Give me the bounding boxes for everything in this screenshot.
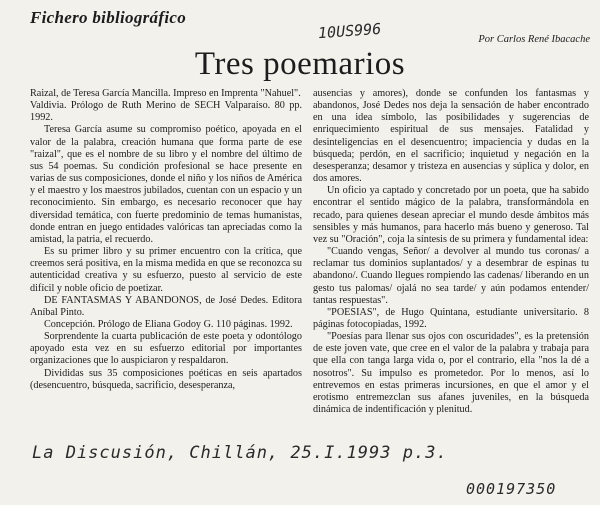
article-title: Tres poemarios bbox=[194, 46, 406, 82]
paragraph: Valdivia. Prólogo de Ruth Merino de SECH Valparaíso. 80 pp. 1992. bbox=[30, 100, 302, 124]
paragraph: "Poesías para llenar sus ojos con oscuridades", es la pretensión de este joven vate, que cree en el valor de la palabra y trabaja para que ella con tanga larga vida o, por el contrario, ella "nos la dé a nosotros". Su impulso es prometedor. Por lo menos, así lo entrevemos en estas primeras incursiones, en que el amor y el erotismo entremezclan sus afanes juveniles, en la búsqueda dinámica de indentificación y plenitud. bbox=[313, 331, 589, 416]
paragraph: Concepción. Prólogo de Eliana Godoy G. 110 páginas. 1992. bbox=[44, 318, 293, 330]
handwritten-catalog-number: 000197350 bbox=[466, 480, 557, 498]
paragraph: Es su primer libro y su primer encuentro con la crítica, que creemos será positiva, en la misma medida en que se reconozca su autenticidad creativa y su esfuerzo, puesto al servicio de este difícil y noble oficio de poetizar. bbox=[30, 246, 302, 294]
section-heading: Fichero bibliográfico bbox=[30, 8, 186, 27]
paragraph: Divididas sus 35 composiciones poéticas en seis apartados (desencuentro, búsqueda, sacrificio, desesperanza, bbox=[30, 367, 302, 391]
paragraph: DE FANTASMAS Y ABANDONOS, de José Dedes. Editora Aníbal Pinto. bbox=[30, 294, 302, 318]
paragraph: Sorprendente la cuarta publicación de este poeta y odontólogo apoyado esta vez en su esfuerzo editorial por importantes organizaciones que lo auspiciaron y respaldaron. bbox=[30, 331, 302, 367]
paragraph: Raizal, de Teresa García Mancilla. Impreso en Imprenta "Nahuel". bbox=[30, 88, 301, 99]
author-byline: Por Carlos René Ibacache bbox=[478, 34, 590, 45]
paragraph: Teresa García asume su compromiso poético, apoyada en el valor de la palabra, creación humana que forma parte de ese "raizal", que es el nombre de su libro y el nombre del último de sus 54 poemas. Su condición profesional se hace presente en varias de sus composiciones, donde el niño y los niños de América y el maestro y los maestros jubilados, cuentan con un espacio y un reconocimiento. Sin embargo, es necesario reconocer que hay diversidad temática, con fuerte predominio de temas humanistas, donde entran en juego entidades valóricas tan apreciadas como la amistad, la patria, el recuerdo. bbox=[30, 124, 302, 245]
handwritten-code: 10US996 bbox=[317, 19, 382, 43]
paragraph: "POESIAS", de Hugo Quintana, estudiante universitario. 8 páginas fotocopiadas, 1992. bbox=[313, 306, 589, 330]
right-column bbox=[313, 88, 589, 416]
paragraph: ausencias y amores), donde se confunden los fantasmas y abandonos, José Dedes nos deja la sensación de haber encontrado en una idea símbolo, las posibilidades y sugerencias de enriquecimiento espiritual de sus mensajes. Fatalidad y desinteligencias en el desencuentro; impaciencia y dudas en la búsqueda; perdón, en el sacrificio; inquietud y negación en la desesperanza; desamor y tristeza en ausencias y súplica y dolor, en dos amores. bbox=[313, 88, 589, 185]
paragraph: Un oficio ya captado y concretado por un poeta, que ha sabido encontrar el sentido mágico de la palabra, transformándola en recado, para quienes desean apreciar el mundo desde ámbitos más sensibles y más humanos, para hacerlo más bueno y generoso. Tal vez su "Oración", coja la síntesis de su primera y fundamental idea: bbox=[313, 185, 589, 245]
paragraph: "Cuando vengas, Señor/ a devolver al mundo tus coronas/ a reclamar tus dominios suplantados/ y a desembrar de espinas tu abandono/. Cuando llegues rompiendo las cadenas/ liberando en un gesto tus palomas/ ojalá no sea tarde/ y aún podamos entender/ tantas respuestas". bbox=[313, 246, 589, 306]
left-column bbox=[30, 88, 302, 392]
handwritten-source-note: La Discusión, Chillán, 25.I.1993 p.3. bbox=[32, 443, 448, 463]
